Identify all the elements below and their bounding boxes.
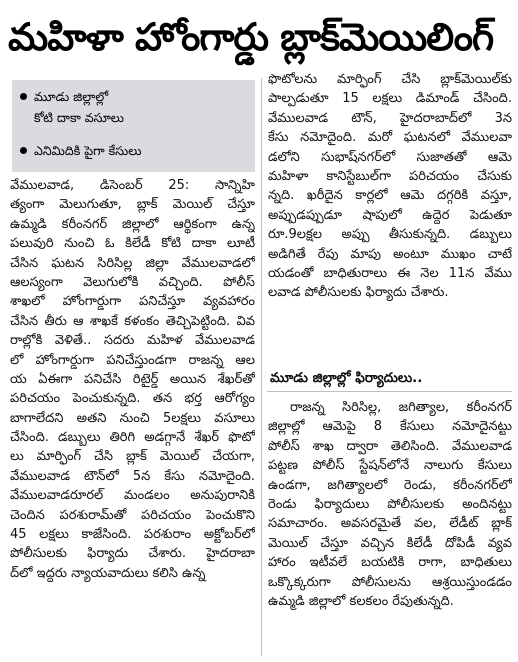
subheading: మూడు జిల్లాల్లో ఫిర్యాదులు.. bbox=[270, 370, 423, 386]
article-line: బాగాలేదని అతని నుంచి 5లక్షలు వసూలు bbox=[10, 410, 255, 426]
article-line: రాజన్న సిరిసిల్ల, జగిత్యాల, కరీంనగర్ bbox=[290, 400, 512, 415]
article-line: పరిచయం పెంచుకున్నది. తన భర్త ఆరోగ్యం bbox=[10, 391, 255, 407]
article-line: పాల్పడుతూ 15 లక్షలు డిమాండ్ చేసింది. bbox=[268, 91, 512, 107]
article-line: అడిగితే రేపు మాపు అంటూ ముఖం చాటే bbox=[268, 246, 512, 262]
article-line: 45 లక్షలు కాజేసింది. పరశురాం అక్టోబర్‌లో bbox=[10, 527, 255, 543]
article-line: లు మార్ఫింగ్ చేసి బ్లాక్ మెయిల్ చేయగా, bbox=[10, 449, 255, 465]
news-clipping bbox=[2, 2, 514, 658]
article-line: ఒక్కొక్కరుగా పోలీసులను ఆశ్రయిస్తుండడం bbox=[268, 574, 512, 590]
article-line: శాఖలో హోంగార్డుగా పనిచేస్తూ వ్యవహారం bbox=[10, 294, 255, 310]
article-line: కేసు నమోదైంది. మరో ఘటనలో వేములవా bbox=[268, 130, 512, 146]
article-line: మహిళా కానిస్టేబుల్‌గా పరిచయం చేసుకు bbox=[268, 168, 512, 184]
article-line: ఉమ్మడి జిల్లాలో కలకలం రేపుతున్నది. bbox=[268, 593, 454, 609]
highlight-item bbox=[12, 140, 255, 161]
article-line: ద్‌లో ఇద్దరు న్యాయవాదులు కలిసి ఉన్న bbox=[10, 565, 206, 581]
article-line: హారం ఇటీవలే బయటికి రాగా, బాధితులు bbox=[268, 555, 512, 571]
left-column bbox=[10, 176, 255, 583]
article-line: న్నది. ఖరీదైన కార్లలో ఆమె దగ్గరికి వస్తూ, bbox=[268, 188, 512, 204]
article-line: పట్టణ పోలీస్ స్టేషన్‌లోనే నాలుగు కేసులు bbox=[268, 458, 512, 474]
highlight-text: ఎనిమిదికి పైగా కేసులు bbox=[34, 143, 142, 158]
bullet-icon bbox=[20, 93, 27, 100]
article-line: చేసింది. డబ్బులు తిరిగి అడగ్గానే శేఖర్ ఫొటో bbox=[10, 430, 255, 446]
article-line: మెయిల్ చేస్తూ వచ్చిన కిలేడీ దోపిడీ వ్యవ bbox=[268, 535, 512, 551]
highlights-box bbox=[12, 80, 255, 172]
article-line: యడంతో బాధితురాలు ఈ నెల 11న వేము bbox=[268, 265, 512, 281]
article-line: రూ.9లక్షల అప్పు తీసుకున్నది. డబ్బులు bbox=[268, 227, 512, 243]
article-line: జిల్లాల్లో ఆమెపై 8 కేసులు నమోదైనట్టు bbox=[268, 419, 512, 435]
article-line: త్యంగా మెలుగుతూ, బ్లాక్ మెయిల్ చేస్తూ bbox=[10, 197, 255, 213]
highlight-text: మూడు జిల్లాల్లో bbox=[34, 89, 109, 104]
article-line: రెండు ఫిర్యాదులు పోలీసులకు అందినట్టు bbox=[268, 496, 512, 512]
highlight-text: కోటి దాకా వసూలు bbox=[34, 110, 124, 125]
article-line: వేములవాడ టౌన్‌లో 5న కేసు నమోదైంది. bbox=[10, 468, 255, 484]
right-column-top bbox=[268, 70, 512, 303]
article-line: య ఏఈగా పనిచేసి రిటైర్డ్ అయిన శేఖర్‌తో bbox=[10, 371, 255, 387]
article-line: డలోని సుభాష్‌నగర్‌లో సుజాతతో ఆమె bbox=[268, 149, 512, 165]
bullet-icon bbox=[20, 147, 27, 154]
highlight-item bbox=[12, 86, 255, 128]
article-line: పలువురి నుంచి ఓ కిలేడీ కోటి దాకా లూటీ bbox=[10, 236, 255, 252]
article-line: ఆలస్యంగా వెలుగులోకి వచ్చింది. పోలీస్ bbox=[10, 274, 255, 290]
article-line: సమాచారం. అవసరమైతే వల, లేడీట్ బ్లాక్ bbox=[268, 516, 512, 532]
article-line: వేములవాడ టౌన్, హైదరాబాద్‌లో 3న bbox=[268, 110, 512, 126]
right-column-bottom bbox=[268, 398, 512, 611]
subheading-divider bbox=[267, 391, 512, 392]
article-line: రాల్లోకి వెళితే.. సదరు మహిళ వేములవాడ bbox=[10, 333, 255, 349]
column-divider bbox=[261, 78, 262, 656]
article-line: ఉండగా, జగిత్యాలలో రెండు, కరీంనగర్‌లో bbox=[268, 477, 512, 493]
article-line: చేసిన తీరు ఆ శాఖకే కళంకం తెచ్చిపెట్టింది. వివ bbox=[10, 313, 255, 329]
article-line: ఉమ్మడి కరీంనగర్ జిల్లాలో ఆర్థికంగా ఉన్న bbox=[10, 216, 255, 232]
headline: మహిళా హోంగార్డు బ్లాక్‌మెయిలింగ్ bbox=[8, 15, 494, 59]
article-line: ఫొటోలను మార్ఫింగ్ చేసి బ్లాక్‌మెయిల్‌కు bbox=[268, 72, 512, 87]
article-line: అప్పుడప్పుడూ షాపులో ఉద్దెర పెడుతూ bbox=[268, 207, 512, 223]
article-line: లో హోంగార్డుగా పనిచేస్తుండగా రాజన్న ఆల bbox=[10, 352, 255, 368]
article-line: వేములవాడ, డిసెంబర్ 25: సాన్నిహి bbox=[10, 178, 255, 193]
article-line: వేములవాడరూరల్ మండలం అనుపురానికి bbox=[10, 488, 255, 504]
article-line: లవాడ పోలీసులకు ఫిర్యాదు చేశారు. bbox=[268, 285, 449, 301]
article-line: చెందిన పరశురామ్‌తో పరిచయం పెంచుకొని bbox=[10, 507, 255, 523]
article-line: చేసిన ఘటన సిరిసిల్ల జిల్లా వేములవాడలో bbox=[10, 255, 255, 271]
article-line: పోలీస్ శాఖ ద్వారా తెలిసింది. వేములవాడ bbox=[268, 438, 512, 454]
article-line: పోలీసులకు ఫిర్యాదు చేశారు. హైదరాబా bbox=[10, 546, 255, 562]
